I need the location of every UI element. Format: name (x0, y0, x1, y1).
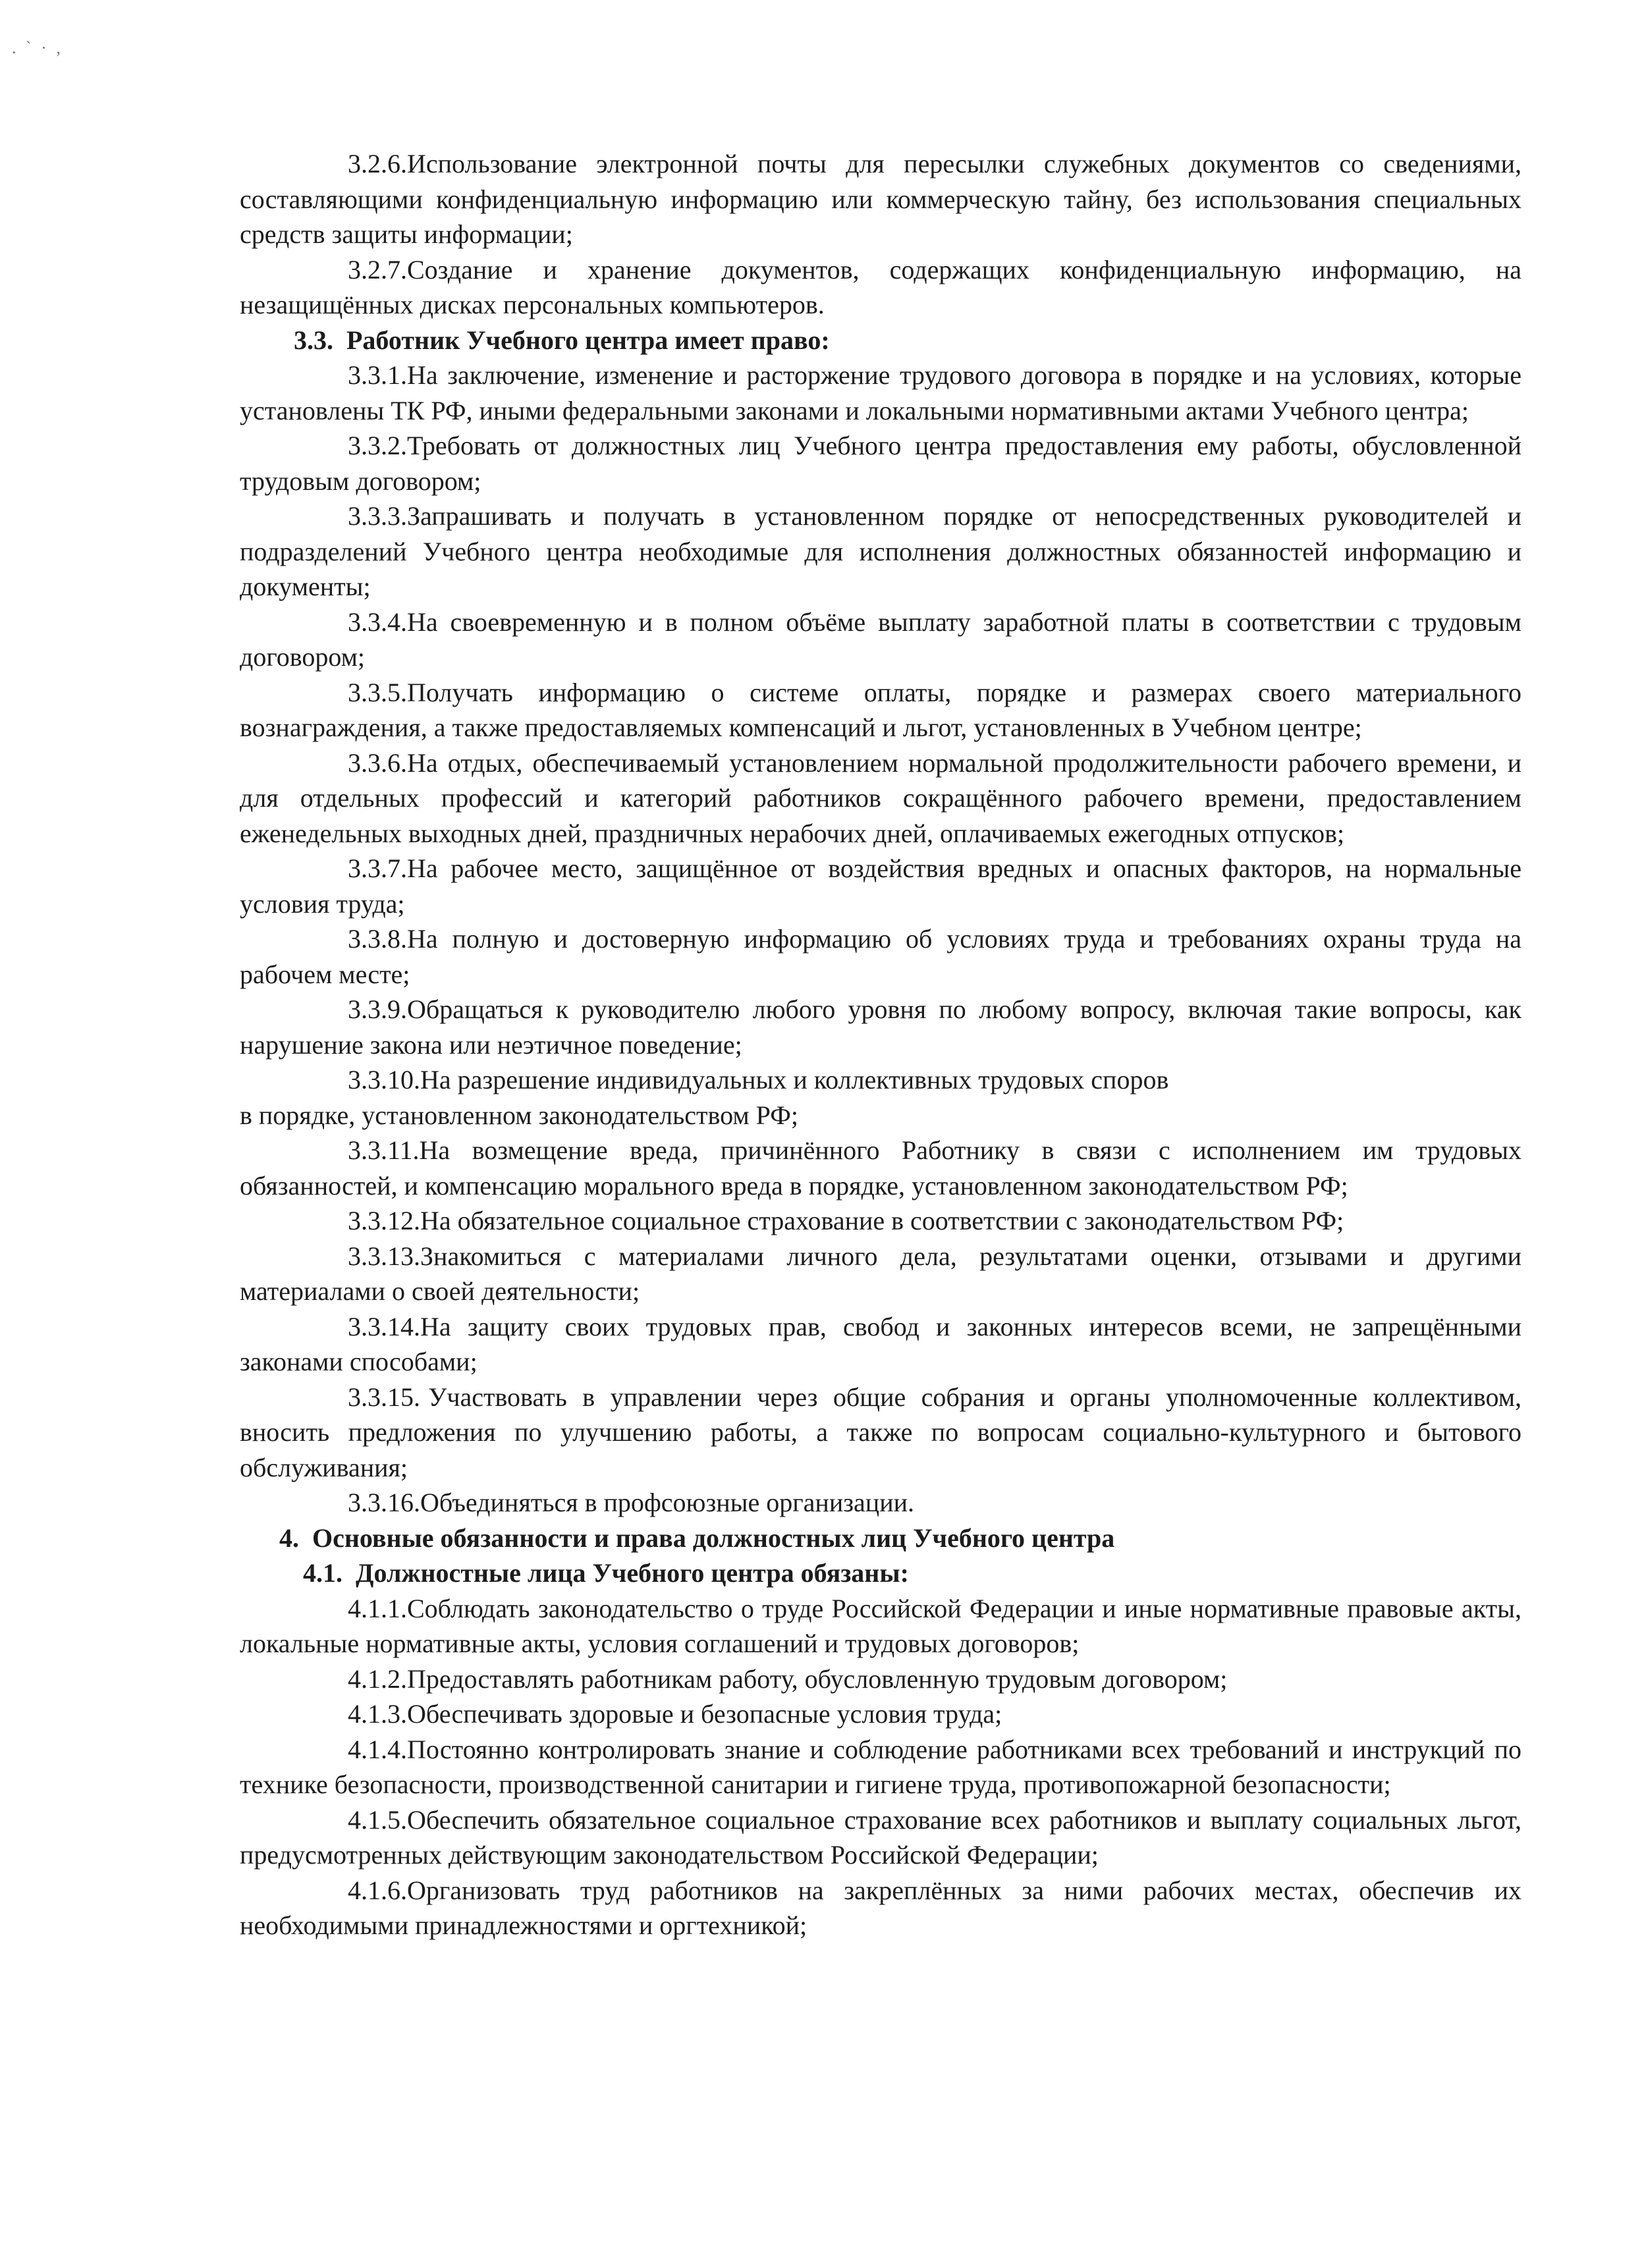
paragraph-text: Предоставлять работникам работу, обусловленную трудовым договором; (407, 1663, 1228, 1694)
paragraph-number: 3.3.5. (348, 677, 407, 707)
paragraph-number: 3.3.1. (348, 360, 407, 390)
paragraph-text: Объединяться в профсоюзные организации. (420, 1488, 915, 1517)
paragraph-3-2-6 (240, 146, 1521, 252)
paragraph-number: 3.3.10. (348, 1065, 420, 1094)
paragraph-text: На своевременную и в полном объёме выплату заработной платы в соответствии с трудовым договором; (240, 607, 1521, 672)
paragraph-4-1-3 (240, 1696, 1521, 1732)
paragraph-3-3-5 (240, 675, 1521, 745)
paragraph-text: Обеспечить обязательное социальное страхование всех работников и выплату социальных льгот, предусмотренных действующим законодательством Российской Федерации; (240, 1804, 1521, 1870)
paragraph-number: 4.1.5. (348, 1804, 407, 1835)
paragraph-4-1-4 (240, 1732, 1521, 1802)
heading-text: Работник Учебного центра имеет право: (346, 325, 830, 355)
paragraph-number: 3.3.2. (348, 431, 407, 460)
paragraph-3-3-7 (240, 851, 1521, 921)
paragraph-number: 3.3.8. (348, 924, 407, 954)
paragraph-4-1-6 (240, 1873, 1521, 1943)
paragraph-4-1-5 (240, 1802, 1521, 1873)
paragraph-number: 4.1.4. (348, 1734, 407, 1764)
paragraph-text: На разрешение индивидуальных и коллективных трудовых споров (420, 1065, 1169, 1094)
paragraph-number: 4.1.1. (348, 1593, 407, 1623)
heading-text: Должностные лица Учебного центра обязаны: (356, 1558, 909, 1588)
paragraph-number: 3.2.6. (348, 149, 407, 178)
paragraph-3-3-13 (240, 1239, 1521, 1309)
paragraph-number: 3.3.12. (348, 1206, 420, 1235)
paragraph-text: в порядке, установленном законодательством РФ; (240, 1100, 798, 1130)
paragraph-number: 3.3.14. (348, 1311, 420, 1341)
paragraph-text: Запрашивать и получать в установленном порядке от непосредственных руководителей и подразделений Учебного центра необходимые для исполнения должностных обязанностей информацию и документы; (240, 501, 1521, 601)
paragraph-number: 3.2.7. (348, 254, 407, 284)
paragraph-text: Использование электронной почты для пересылки служебных документов со сведениями, составляющими конфиденциальную информацию или коммерческую тайну, без использования специальных средств защиты информации; (240, 149, 1521, 249)
paragraph-text: На защиту своих трудовых прав, свобод и законных интересов всеми, не запрещёнными законами способами; (240, 1311, 1521, 1376)
paragraph-text: Соблюдать законодательство о труде Российской Федерации и иные нормативные правовые акты, локальные нормативные акты, условия соглашений и трудовых договоров; (240, 1593, 1521, 1658)
paragraph-text: Организовать труд работников на закреплённых за ними рабочих местах, обеспечив их необходимыми принадлежностями и оргтехникой; (240, 1875, 1521, 1940)
paragraph-3-3-11 (240, 1133, 1521, 1203)
scan-corner-mark: . ` · , (12, 38, 63, 57)
paragraph-text: Обеспечивать здоровые и безопасные условия труда; (407, 1699, 1002, 1729)
paragraph-3-3-1 (240, 358, 1521, 428)
paragraph-3-3-4 (240, 605, 1521, 675)
paragraph-3-3-16 (240, 1485, 1521, 1521)
paragraph-3-3-6 (240, 745, 1521, 851)
paragraph-3-3-3 (240, 499, 1521, 605)
paragraph-3-3-14 (240, 1309, 1521, 1380)
paragraph-number: 3.3.4. (348, 607, 407, 637)
paragraph-text: Получать информацию о системе оплаты, порядке и размерах своего материального вознаграждения, а также предоставляемых компенсаций и льгот, установленных в Учебном центре; (240, 677, 1521, 742)
paragraph-text: Знакомиться с материалами личного дела, результатами оценки, отзывами и другими материалами о своей деятельности; (240, 1241, 1521, 1306)
paragraph-text: Постоянно контролировать знание и соблюдение работниками всех требований и инструкций по технике безопасности, производственной санитарии и гигиене труда, противопожарной безопасности; (240, 1734, 1521, 1799)
paragraph-3-3-10 (240, 1062, 1521, 1098)
paragraph-4-1-1 (240, 1591, 1521, 1661)
paragraph-3-3-2 (240, 428, 1521, 499)
paragraph-text: На рабочее место, защищённое от воздействия вредных и опасных факторов, на нормальные условия труда; (240, 853, 1521, 919)
heading-3-3 (240, 323, 1521, 358)
paragraph-text: На полную и достоверную информацию об условиях труда и требованиях охраны труда на рабочем месте; (240, 924, 1521, 989)
paragraph-text: Обращаться к руководителю любого уровня по любому вопросу, включая такие вопросы, как нарушение закона или неэтичное поведение; (240, 994, 1521, 1060)
heading-number: 4. (279, 1523, 299, 1553)
paragraph-number: 3.3.11. (348, 1135, 420, 1165)
paragraph-text: На заключение, изменение и расторжение трудового договора в порядке и на условиях, которые установлены ТК РФ, иными федеральными законами и локальными нормативными актами Учебного центра; (240, 360, 1521, 425)
paragraph-number: 4.1.3. (348, 1699, 407, 1729)
paragraph-text: На отдых, обеспечиваемый установлением нормальной продолжительности рабочего времени, и для отдельных профессий и категорий работников сокращённого рабочего времени, предоставлением еженедельных выходных дней, праздничных нерабочих дней, оплачиваемых ежегодных отпусков; (240, 747, 1521, 848)
heading-text: Основные обязанности и права должностных лиц Учебного центра (312, 1523, 1115, 1553)
section-heading-4 (240, 1521, 1521, 1556)
paragraph-3-3-10-continuation (240, 1098, 1521, 1133)
paragraph-4-1-2 (240, 1661, 1521, 1697)
paragraph-3-3-15 (240, 1380, 1521, 1486)
paragraph-number: 3.3.6. (348, 747, 407, 778)
paragraph-3-3-12 (240, 1203, 1521, 1239)
paragraph-number: 4.1.6. (348, 1875, 407, 1905)
paragraph-number: 4.1.2. (348, 1663, 407, 1694)
paragraph-3-3-9 (240, 992, 1521, 1062)
paragraph-text: Участвовать в управлении через общие собрания и органы уполномоченные коллективом, вносить предложения по улучшению работы, а также по вопросам социально-культурного и бытового обслуживания; (240, 1382, 1521, 1482)
heading-4-1 (240, 1555, 1521, 1591)
paragraph-number: 3.3.9. (348, 994, 407, 1024)
paragraph-text: Создание и хранение документов, содержащих конфиденциальную информацию, на незащищённых дисках персональных компьютеров. (240, 254, 1521, 319)
paragraph-text: На обязательное социальное страхование в соответствии с законодательством РФ; (420, 1206, 1344, 1235)
heading-number: 3.3. (294, 325, 333, 355)
paragraph-number: 3.3.15. (348, 1382, 420, 1412)
paragraph-text: На возмещение вреда, причинённого Работнику в связи с исполнением им трудовых обязанностей, и компенсацию морального вреда в порядке, установленном законодательством РФ; (240, 1135, 1521, 1201)
paragraph-number: 3.3.13. (348, 1241, 420, 1271)
paragraph-3-2-7 (240, 252, 1521, 323)
heading-number: 4.1. (303, 1558, 342, 1588)
paragraph-number: 3.3.7. (348, 853, 407, 883)
paragraph-number: 3.3.16. (348, 1488, 420, 1517)
document-body (240, 146, 1521, 1943)
paragraph-3-3-8 (240, 921, 1521, 992)
paragraph-text: Требовать от должностных лиц Учебного центра предоставления ему работы, обусловленной трудовым договором; (240, 431, 1521, 496)
paragraph-number: 3.3.3. (348, 501, 407, 531)
